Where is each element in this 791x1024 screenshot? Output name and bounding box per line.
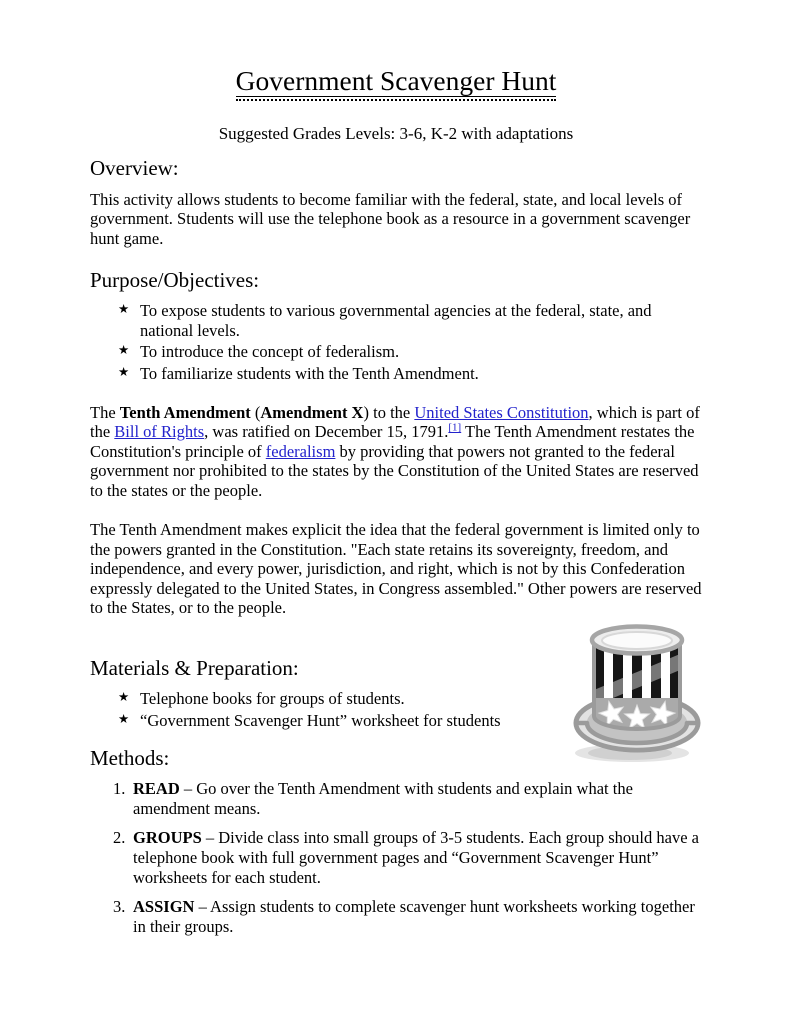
amendment-paragraph-2: The Tenth Amendment makes explicit the idea that the federal government is limited only to the powers granted in the Constitution. "Each state retains its sovereignty, freedom, and independence, and every power, jurisdiction, and right, which is not by this Confederation expressly delegated to the United States, in Congress assembled." Other powers are reserved to the States, or to the people. (90, 520, 702, 618)
method-step-number: 1. (113, 779, 126, 799)
methods-heading: Methods: (90, 746, 170, 771)
star-bullet-icon: ★ (118, 711, 130, 726)
body-text: ( (250, 402, 261, 422)
body-text: , which is part of the (90, 402, 700, 442)
body-text: by providing that powers not granted to the federal government nor prohibited to the states by the Constitution of the United States are reserved to the states or the people. (90, 441, 699, 500)
hyperlink[interactable]: Bill of Rights (114, 422, 205, 442)
method-step-lead: GROUPS (133, 828, 202, 848)
body-text: The (90, 402, 120, 422)
method-step (113, 779, 702, 818)
method-step-text (133, 897, 702, 936)
body-text: , was ratified on December 15, 1791. (204, 422, 449, 442)
page-title (90, 66, 702, 101)
title-underline (236, 66, 557, 101)
list-item-text: To expose students to various governmental agencies at the federal, state, and national levels. (140, 301, 652, 340)
star-bullet-icon: ★ (118, 302, 130, 317)
method-step-rest: – Divide class into small groups of 3-5 students. Each group should have a telephone book with full government pages and “Government Scavenger Hunt” worksheets for each student. (133, 828, 699, 887)
overview-heading: Overview: (90, 156, 179, 181)
star-bullet-icon: ★ (118, 690, 130, 705)
list-item-text: To introduce the concept of federalism. (140, 342, 400, 362)
objectives-list (90, 301, 702, 383)
body-text: ) to the (363, 402, 415, 422)
star-bullet-icon: ★ (118, 364, 130, 379)
list-item-text: To familiarize students with the Tenth Amendment. (140, 363, 479, 383)
list-item (118, 301, 702, 340)
body-text: The Tenth Amendment restates the Constitution's principle of (90, 422, 695, 461)
hyperlink[interactable]: federalism (265, 441, 336, 461)
list-item (118, 342, 702, 362)
list-item-text: Telephone books for groups of students. (140, 689, 405, 709)
star-bullet-icon: ★ (118, 343, 130, 358)
method-step-rest: – Go over the Tenth Amendment with students and explain what the amendment means. (133, 779, 633, 818)
list-item (118, 364, 702, 384)
method-step-lead: ASSIGN (133, 897, 195, 917)
method-step-rest: – Assign students to complete scavenger hunt worksheets working together in their groups. (133, 897, 695, 936)
bold-text: Tenth Amendment (119, 402, 251, 422)
method-step-lead: READ (133, 779, 180, 799)
methods-list (90, 779, 702, 936)
overview-paragraph: This activity allows students to become familiar with the federal, state, and local levels of government. Students will use the telephone book as a resource in a government scavenger hunt game. (90, 189, 691, 248)
method-step (113, 828, 702, 887)
amendment-paragraph-1 (90, 403, 702, 501)
method-step-text (133, 779, 702, 818)
superscript (448, 422, 461, 434)
uncle-sam-hat-icon (572, 614, 702, 764)
footnote-ref-link[interactable]: [1] (448, 421, 462, 434)
method-step (113, 897, 702, 936)
objectives-heading: Purpose/Objectives: (90, 268, 260, 293)
method-step-number: 3. (113, 897, 126, 917)
materials-heading: Materials & Preparation: (90, 655, 299, 680)
method-step-text (133, 828, 702, 887)
bold-text: Amendment X (260, 402, 364, 422)
method-step-number: 2. (113, 828, 126, 848)
subtitle: Suggested Grades Levels: 3-6, K-2 with adaptations (218, 124, 574, 144)
list-item-text: “Government Scavenger Hunt” worksheet for students (140, 710, 501, 730)
hyperlink[interactable]: United States Constitution (414, 402, 589, 422)
page-title-text: Government Scavenger Hunt (235, 65, 557, 96)
